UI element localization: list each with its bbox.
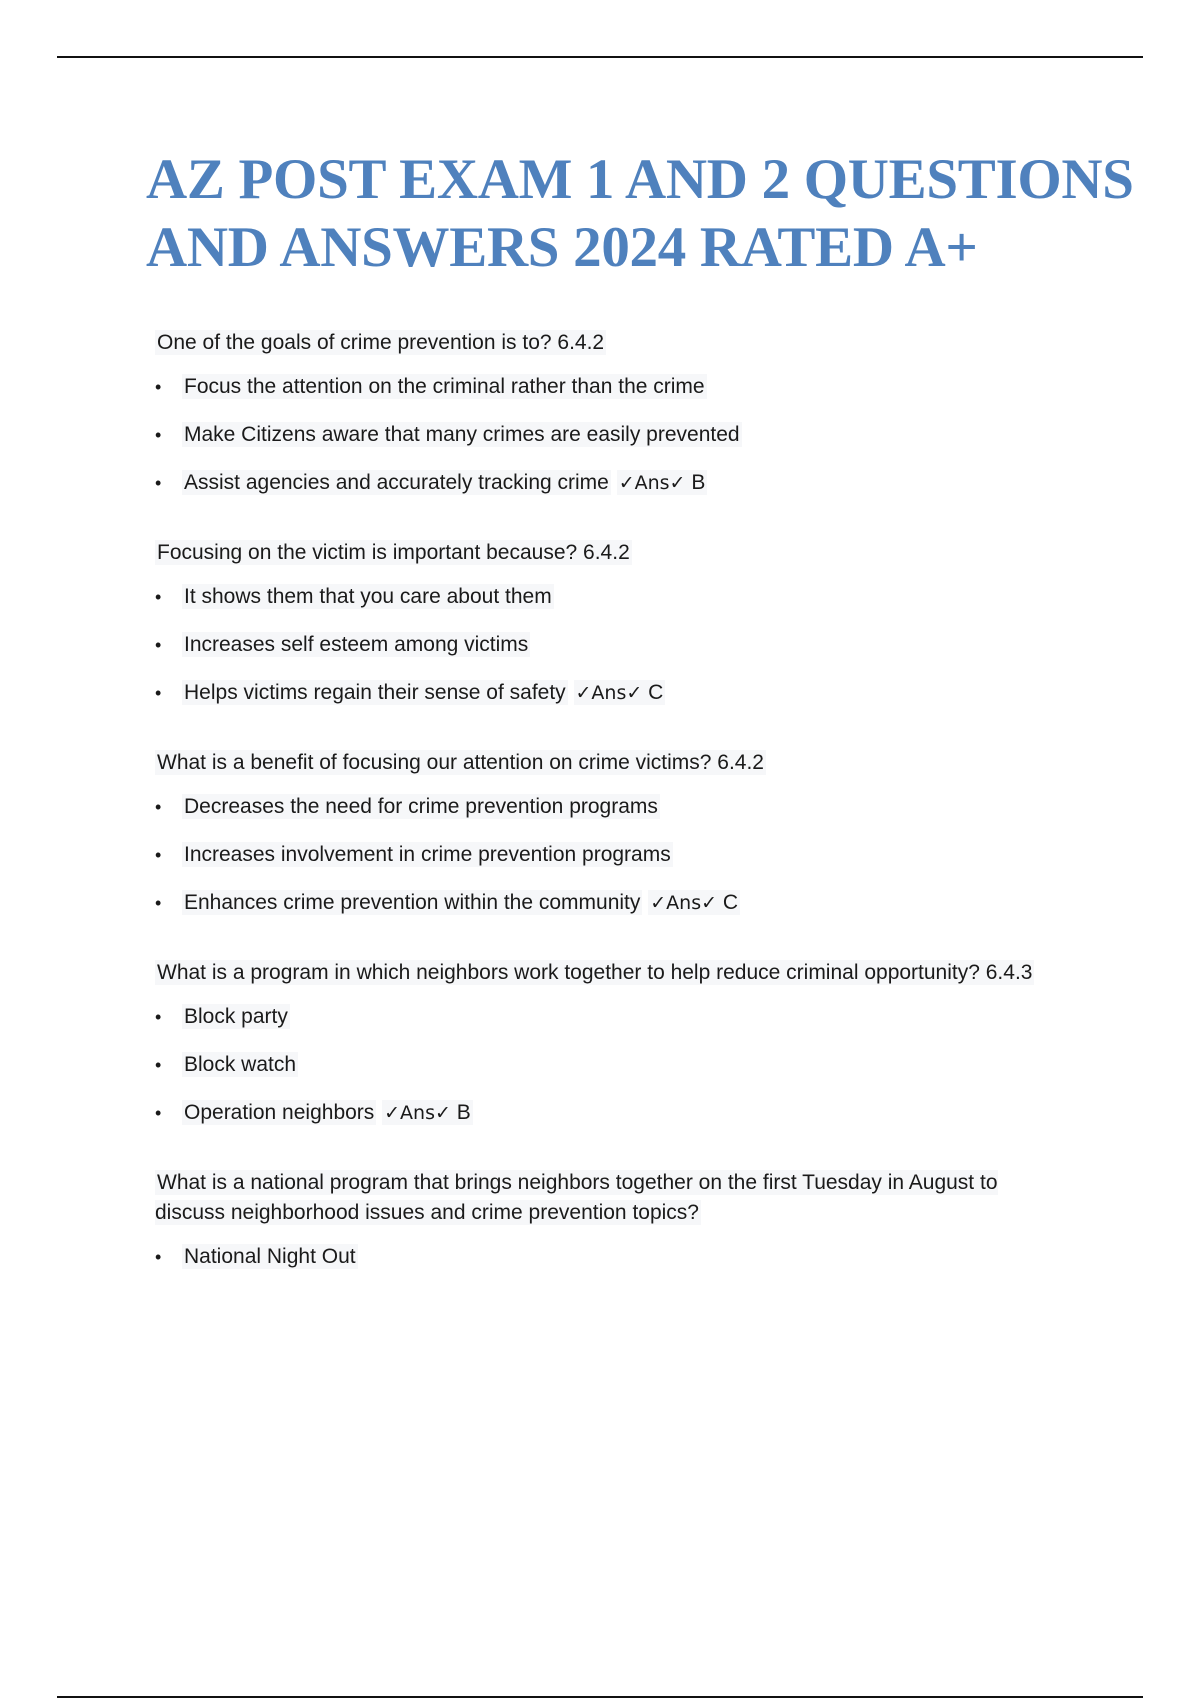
option-item bbox=[155, 1098, 1055, 1128]
header-rule bbox=[57, 56, 1143, 58]
bullet-icon: • bbox=[155, 635, 162, 655]
option-text: Operation neighbors bbox=[184, 1101, 375, 1124]
footer-rule bbox=[57, 1696, 1143, 1698]
option-item bbox=[155, 792, 1055, 822]
question-text: What is a program in which neighbors work together to help reduce criminal opportunity? 6.4.3 bbox=[157, 961, 1033, 984]
question-text: What is a national program that brings neighbors together on the first Tuesday in August to discuss neighborhood issues and crime prevention topics? bbox=[155, 1171, 998, 1224]
answer-label bbox=[574, 680, 666, 705]
answer-letter: C bbox=[648, 681, 664, 704]
question-text: One of the goals of crime prevention is to? 6.4.2 bbox=[157, 331, 605, 354]
bullet-icon: • bbox=[155, 683, 162, 703]
option-item bbox=[155, 372, 1055, 402]
question-5 bbox=[155, 1168, 1055, 1272]
answer-letter: B bbox=[691, 471, 706, 494]
bullet-icon: • bbox=[155, 845, 162, 865]
question-list bbox=[155, 328, 1055, 1312]
option-text: It shows them that you care about them bbox=[184, 585, 552, 608]
option-item bbox=[155, 678, 1055, 708]
answer-marker: ✓Ans✓ bbox=[618, 472, 686, 494]
option-item bbox=[155, 888, 1055, 918]
bullet-icon: • bbox=[155, 473, 162, 493]
option-text: Block party bbox=[184, 1005, 288, 1028]
option-list bbox=[155, 792, 1055, 918]
bullet-icon: • bbox=[155, 1007, 162, 1027]
answer-marker: ✓Ans✓ bbox=[384, 1102, 451, 1124]
option-item bbox=[155, 840, 1055, 870]
bullet-icon: • bbox=[155, 587, 162, 607]
bullet-icon: • bbox=[155, 893, 162, 913]
option-item bbox=[155, 1242, 1055, 1272]
answer-label bbox=[617, 470, 708, 495]
option-text: Increases self esteem among victims bbox=[184, 633, 529, 656]
option-list bbox=[155, 1002, 1055, 1128]
answer-marker: ✓Ans✓ bbox=[650, 892, 718, 914]
question-4 bbox=[155, 958, 1055, 1128]
bullet-icon: • bbox=[155, 1103, 162, 1123]
option-item bbox=[155, 582, 1055, 612]
bullet-icon: • bbox=[155, 797, 162, 817]
option-text: Increases involvement in crime prevention programs bbox=[184, 843, 671, 866]
option-text: Assist agencies and accurately tracking crime bbox=[184, 471, 609, 494]
answer-letter: B bbox=[456, 1101, 471, 1124]
option-list bbox=[155, 1242, 1055, 1272]
bullet-icon: • bbox=[155, 1055, 162, 1075]
option-item bbox=[155, 1050, 1055, 1080]
option-text: Helps victims regain their sense of safety bbox=[184, 681, 566, 704]
option-text: Make Citizens aware that many crimes are easily prevented bbox=[184, 423, 740, 446]
question-1 bbox=[155, 328, 1055, 498]
option-item bbox=[155, 468, 1055, 498]
bullet-icon: • bbox=[155, 377, 162, 397]
document-title: AZ POST EXAM 1 AND 2 QUESTIONS AND ANSWERS 2024 RATED A+ bbox=[146, 148, 1134, 279]
bullet-icon: • bbox=[155, 425, 162, 445]
answer-label bbox=[648, 890, 740, 915]
question-text: Focusing on the victim is important because? 6.4.2 bbox=[157, 541, 630, 564]
question-3 bbox=[155, 748, 1055, 918]
option-text: Enhances crime prevention within the community bbox=[184, 891, 641, 914]
option-item bbox=[155, 1002, 1055, 1032]
answer-label bbox=[382, 1100, 473, 1125]
bullet-icon: • bbox=[155, 1247, 162, 1267]
question-2 bbox=[155, 538, 1055, 708]
option-item bbox=[155, 420, 1055, 450]
option-item bbox=[155, 630, 1055, 660]
answer-marker: ✓Ans✓ bbox=[575, 682, 643, 704]
question-text: What is a benefit of focusing our attention on crime victims? 6.4.2 bbox=[157, 751, 764, 774]
option-text: Block watch bbox=[184, 1053, 297, 1076]
answer-letter: C bbox=[722, 891, 739, 914]
option-text: Focus the attention on the criminal rather than the crime bbox=[184, 375, 705, 398]
option-text: Decreases the need for crime prevention programs bbox=[184, 795, 658, 818]
option-text: National Night Out bbox=[184, 1245, 356, 1268]
option-list bbox=[155, 582, 1055, 708]
option-list bbox=[155, 372, 1055, 498]
